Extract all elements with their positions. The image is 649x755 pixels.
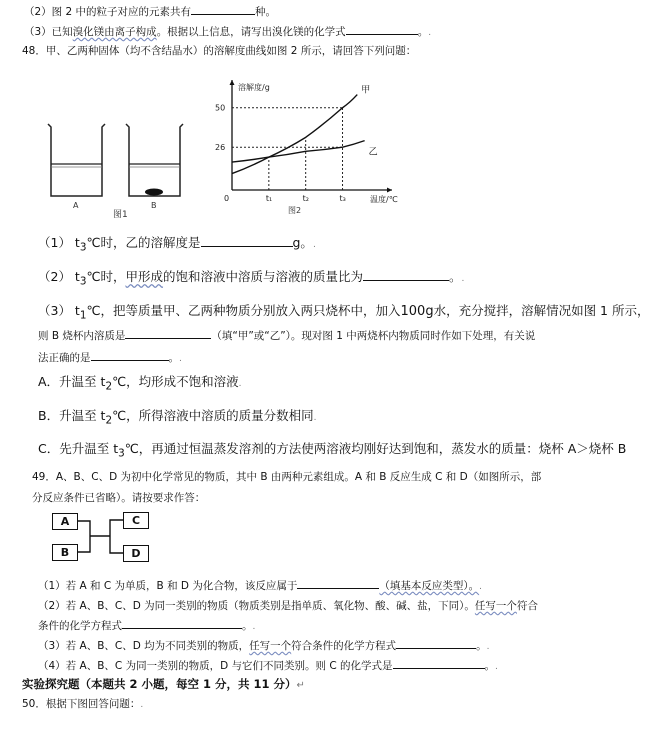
q47-3-line (24, 24, 431, 40)
q50-text: 50．根据下图回答问题： (22, 698, 141, 710)
figure2-caption: 图2 (288, 206, 302, 215)
q48-3-blank1[interactable] (125, 328, 211, 339)
series-label: 甲 (361, 85, 371, 96)
q49-2-line2-end: 。 (242, 620, 253, 632)
y-tick-label: 50 (215, 103, 226, 113)
reaction-connectors (50, 505, 160, 575)
q49-1-blank[interactable] (297, 578, 379, 589)
q49-4-end: 。 (484, 660, 496, 672)
q48-1-sub: 3 (79, 241, 87, 254)
q48-1-end: g。 (292, 235, 313, 250)
section-heading (22, 677, 305, 693)
section-heading-mark: ↵ (296, 680, 305, 691)
q48-2-line (38, 270, 464, 289)
paragraph-mark: . (479, 582, 482, 592)
q48-3-line3-text: 法正确的是 (38, 352, 91, 364)
q49-line1: 49．A、B、C、D 为初中化学常见的物质，其中 B 由两种元素组成。A 和 B 反应生成 C 和 D（如图所示，部 (32, 471, 542, 483)
x-axis-arrow (387, 188, 392, 193)
undissolved-solid (145, 189, 163, 196)
series-label: 乙 (368, 147, 378, 158)
paragraph-mark: . (179, 354, 182, 364)
q49-2-line1 (38, 599, 538, 613)
q49-1-text-a: （1）若 A 和 C 为单质，B 和 D 为化合物，该反应属于 (38, 580, 298, 592)
q48-3-line2-b: （填“甲”或“乙”）。现对图 1 中两烧杯内物质同时作如下处理，有关说 (211, 330, 536, 342)
q48-3-text-c: 水，充分搅拌，溶解情况如图 1 所示， (433, 303, 649, 318)
q49-3-text-c: 符合条件的化学方程式 (291, 640, 397, 652)
box-a: A (52, 513, 78, 530)
q48-2-end: 。 (449, 269, 462, 284)
q48-3-sub: 1 (79, 309, 87, 322)
q48-3-line1 (38, 304, 649, 323)
option-a-sub: 2 (105, 380, 113, 393)
q49-3-line (38, 638, 490, 654)
solubility-chart (206, 78, 406, 213)
q49-2-blank[interactable] (122, 618, 242, 629)
q48-3-line3 (38, 350, 182, 366)
series-line-乙 (232, 141, 365, 162)
y-axis-arrow (230, 80, 235, 85)
option-b-text-a: B．升温至 t (38, 408, 106, 423)
q48-3-text-a: （3） t (38, 303, 80, 318)
q49-2-line2 (38, 618, 255, 634)
q48-1-line (38, 236, 316, 255)
option-b-text-b: ℃，所得溶液中溶质的质量分数相同 (112, 408, 314, 423)
x-axis-title: 温度/℃ (370, 195, 398, 204)
q49-3-blank[interactable] (396, 638, 476, 649)
x-tick-label: t₃ (339, 194, 346, 203)
q48-3-text-b: ℃，把等质量甲、乙两种物质分别放入两只烧杯中，加入 (86, 303, 401, 318)
q48-2-blank[interactable] (363, 270, 449, 281)
paragraph-mark: . (312, 240, 316, 250)
paragraph-mark: . (238, 379, 242, 389)
x-tick-label: t₂ (302, 194, 310, 203)
q48-3-blank2[interactable] (91, 350, 169, 361)
q49-4-line (38, 658, 498, 674)
q48-3-mass: 100g (400, 304, 434, 319)
box-d: D (123, 545, 149, 562)
paragraph-mark: . (495, 662, 498, 672)
paragraph-mark: . (313, 413, 317, 423)
q47-3-blank[interactable] (346, 24, 418, 35)
chart-series (232, 95, 365, 174)
option-c-text-a: C．先升温至 t (38, 441, 119, 456)
q47-3-text-b: 溴化镁由离子构成 (72, 26, 157, 38)
option-c (38, 442, 626, 461)
q48-2-sub: 3 (79, 275, 87, 288)
beaker-b (126, 124, 183, 196)
y-axis-title: 溶解度/g (238, 83, 270, 92)
beaker-a-label: A (73, 201, 79, 210)
q48-1-text-b: ℃时，乙的溶解度是 (86, 235, 201, 250)
q48-3-line2 (38, 328, 535, 343)
q47-2-end: 种。 (255, 6, 277, 18)
q48-3-line2-a: 则 B 烧杯内溶质是 (38, 330, 126, 342)
paragraph-mark: . (461, 274, 465, 284)
q47-3-text-a: （3）已知 (24, 26, 73, 38)
q49-2-text-a: （2）若 A、B、C、D 为同一类别的物质（物质类别是指单质、氧化物、酸、碱、盐，下同）。 (38, 600, 475, 612)
y-tick-label: 26 (215, 143, 226, 153)
option-b (38, 409, 317, 428)
q48-3-line3-end: 。 (168, 352, 179, 364)
q49-3-end: 。 (476, 640, 487, 652)
beaker-a (48, 124, 105, 196)
beaker-b-label: B (151, 201, 157, 210)
box-b: B (52, 544, 78, 561)
chart-axes (230, 80, 393, 193)
q48-1-text-a: （1） t (38, 235, 80, 250)
q49-1-text-b: （填基本反应类型）。 (379, 580, 480, 592)
q49-4-text-a: （4）若 A、B、C 为同一类别的物质，D 与它们不同类别。则 C 的化学式是 (38, 660, 393, 672)
x-tick-label: t₁ (265, 194, 273, 203)
paragraph-mark: . (486, 642, 490, 652)
option-a-text-b: ℃，均形成不饱和溶液 (112, 374, 239, 389)
q48-2-text-c: 甲形成 (125, 269, 164, 284)
paragraph-mark: . (252, 622, 256, 632)
q48-1-blank[interactable] (201, 236, 293, 247)
q49-2-text-c: 符合 (516, 600, 538, 612)
q48-2-text-a: （2） t (38, 269, 80, 284)
option-c-sub: 3 (118, 447, 125, 460)
origin-label: 0 (224, 194, 230, 203)
q49-2-text-b: 任写一个 (474, 600, 517, 612)
q49-line2: 分反应条件已省略）。请按要求作答： (32, 492, 206, 504)
q49-1-line (38, 578, 482, 594)
q48-2-text-d: 的饱和溶液中溶质与溶液的质量比为 (163, 269, 364, 284)
figure1-caption: 图1 (113, 210, 128, 220)
q47-3-end: 。 (417, 26, 429, 38)
q49-2-line2-text: 条件的化学方程式 (38, 620, 122, 632)
option-a (38, 375, 241, 394)
q47-3-text-c: 。根据以上信息，请写出溴化镁的化学式 (156, 26, 346, 38)
option-c-text-b: ℃，再通过恒温蒸发溶剂的方法使两溶液均刚好达到饱和，蒸发水的质量：烧杯 A＞烧杯 B (124, 441, 627, 456)
q49-3-text-b: 任写一个 (249, 640, 292, 652)
q48-heading: 48．甲、乙两种固体（均不含结晶水）的溶解度曲线如图 2 所示，请回答下列问题： (22, 45, 417, 57)
paragraph-mark: . (428, 28, 432, 38)
paragraph-mark: . (140, 700, 144, 710)
option-a-text-a: A．升温至 t (38, 374, 106, 389)
q48-2-text-b: ℃时， (86, 269, 126, 284)
q49-4-blank[interactable] (393, 658, 485, 669)
chart-labels (215, 82, 398, 215)
figure1-beakers (40, 118, 190, 210)
q50-heading (22, 697, 143, 712)
q47-2-line (24, 4, 276, 19)
q47-2-blank[interactable] (191, 4, 255, 15)
q47-2-text: （2）图 2 中的粒子对应的元素共有 (24, 6, 192, 18)
series-line-甲 (232, 95, 357, 174)
q49-3-text-a: （3）若 A、B、C、D 均为不同类别的物质， (38, 640, 250, 652)
option-b-sub: 2 (105, 414, 113, 427)
box-c: C (123, 512, 149, 529)
section-heading-text: 实验探究题（本题共 2 小题，每空 1 分，共 11 分） (22, 677, 297, 691)
